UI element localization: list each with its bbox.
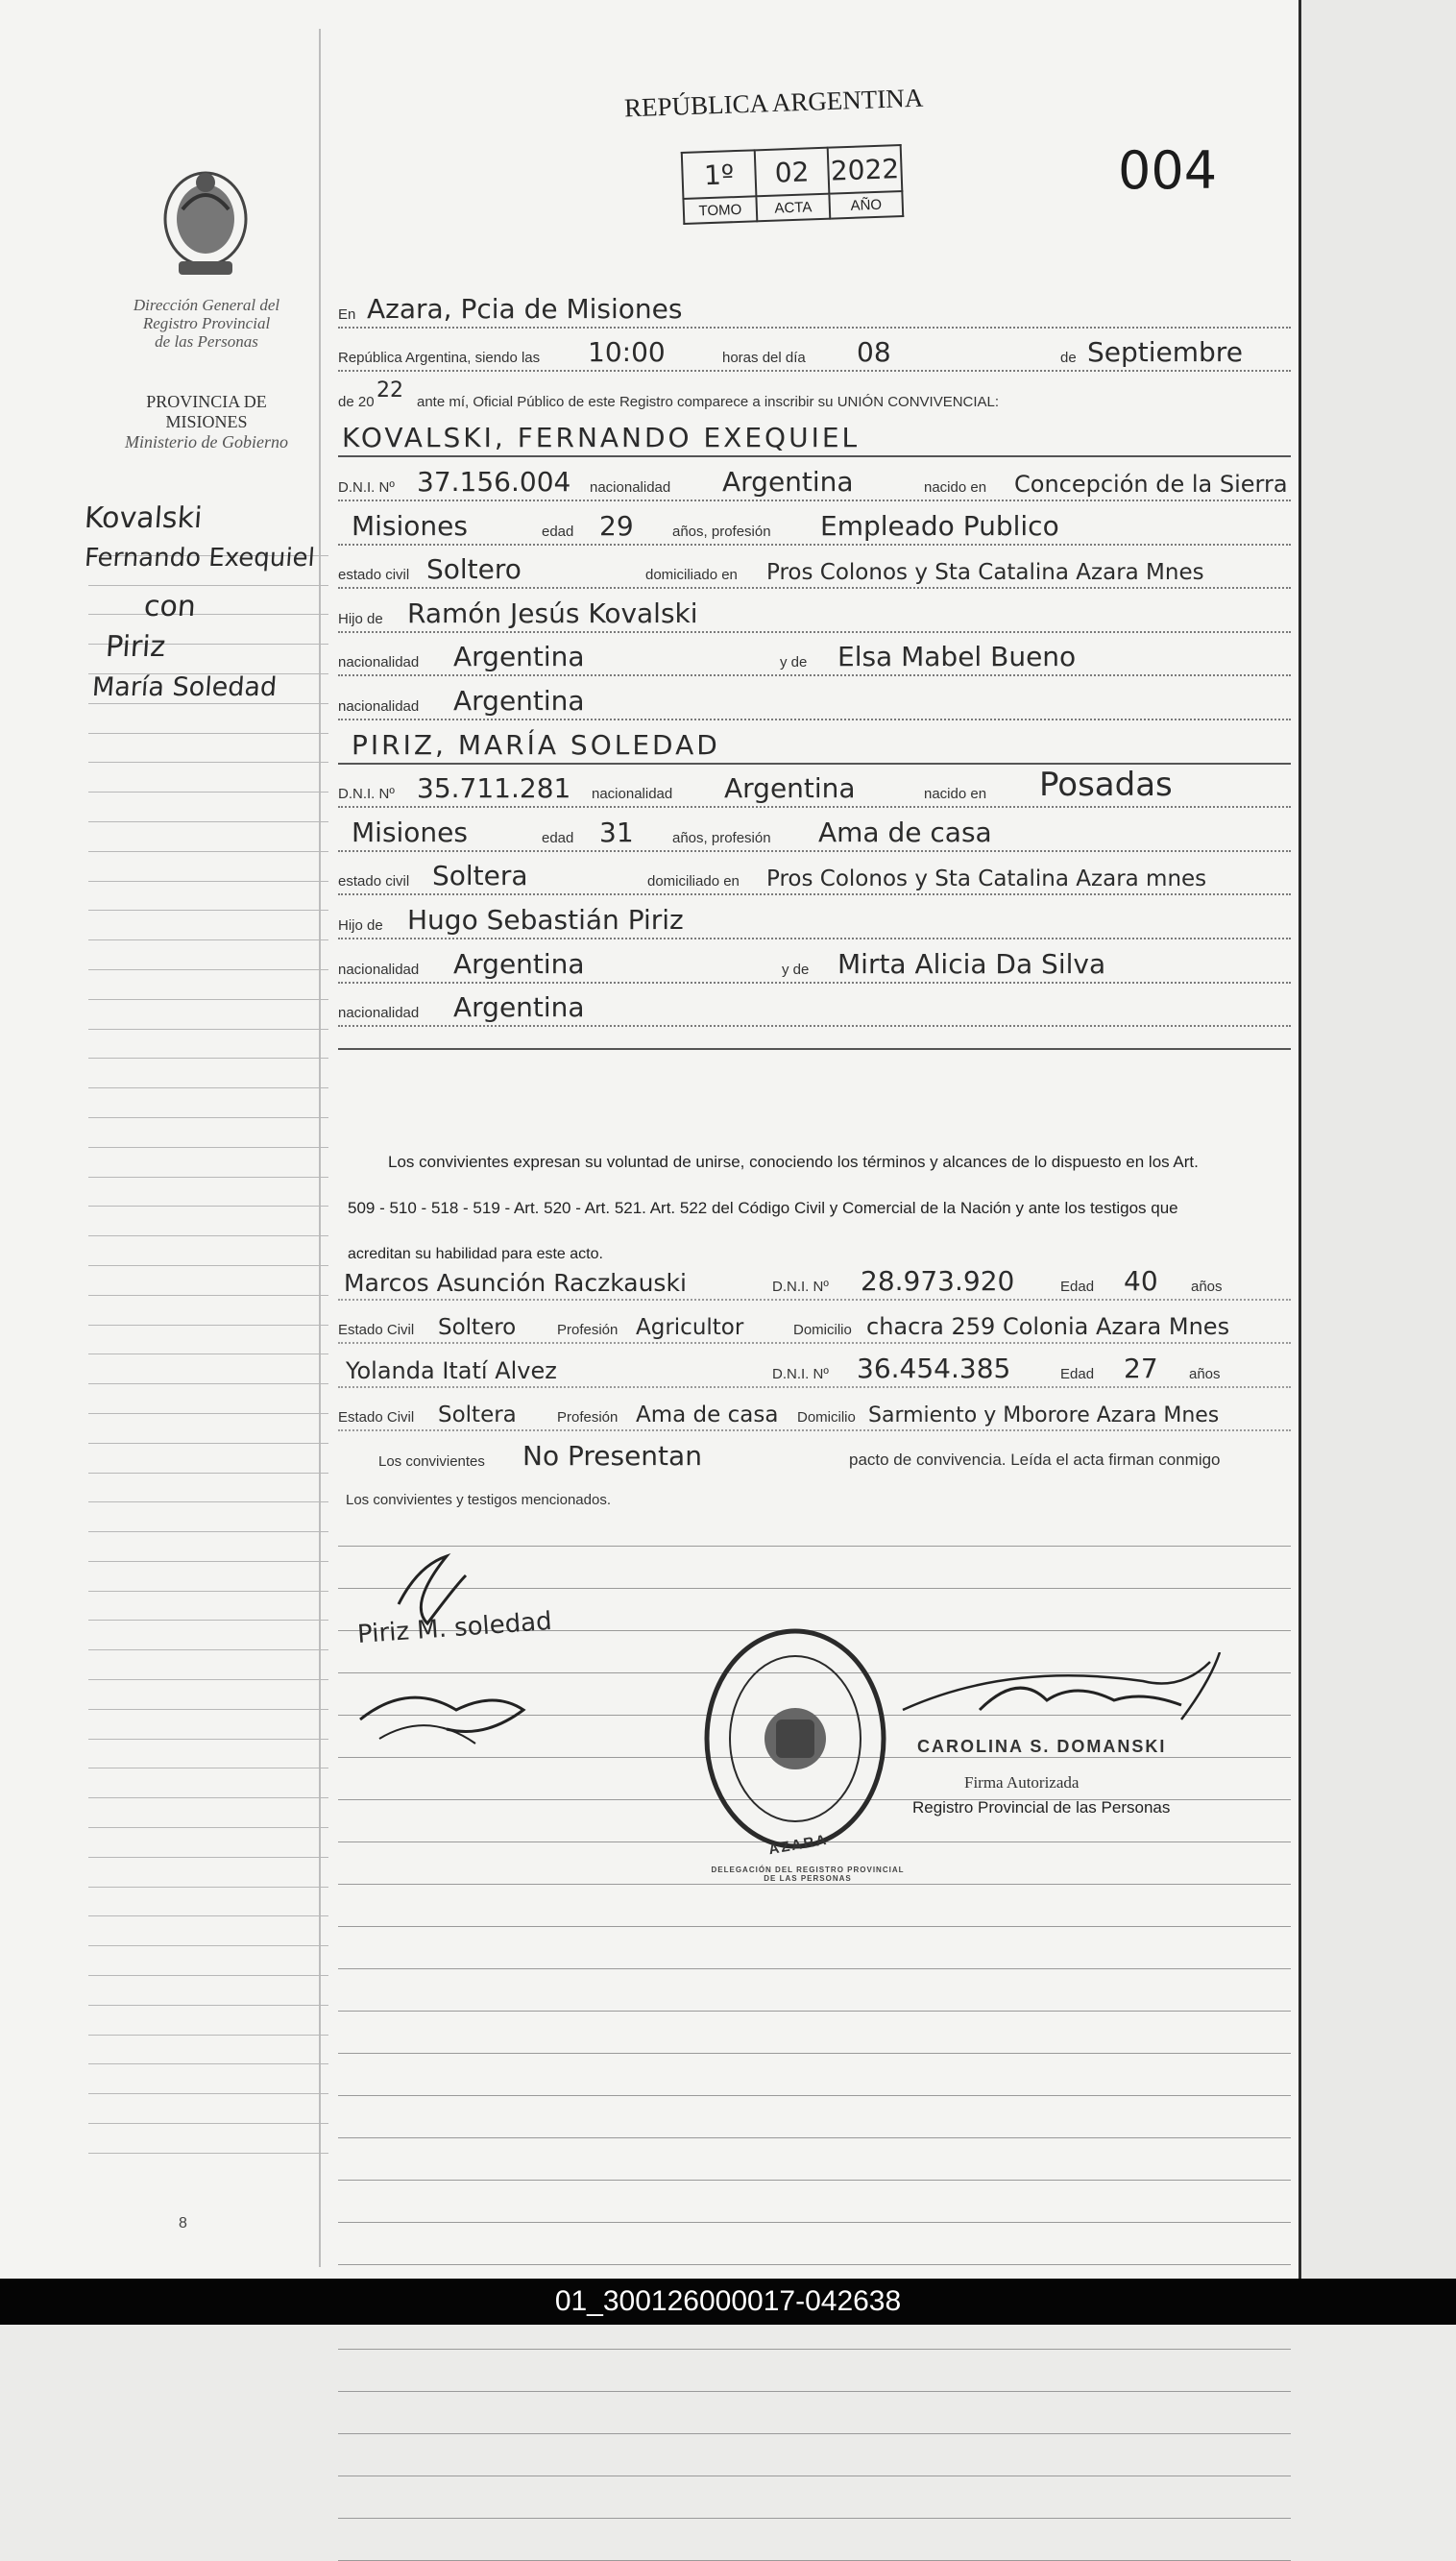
witness1-age: 40 [1124, 1264, 1158, 1297]
person1-father: Ramón Jesús Kovalski [407, 597, 698, 629]
acta-value: 02 [755, 148, 830, 197]
witness1-marital: Soltero [438, 1315, 517, 1341]
person2-nationality: Argentina [724, 772, 856, 805]
closing-value: No Presentan [522, 1439, 702, 1472]
scan-id-footer: 01_300126000017-042638 [0, 2279, 1456, 2325]
official-name: CAROLINA S. DOMANSKI [917, 1737, 1167, 1756]
person2-father: Hugo Sebastián Piriz [407, 903, 684, 936]
person2-address: Pros Colonos y Sta Catalina Azara mnes [766, 866, 1207, 892]
person1-name-row [338, 414, 1291, 458]
record-number: 004 [1118, 140, 1218, 201]
person1-father-nat-row: nacionalidad Argentina y de Elsa Mabel Bueno [338, 633, 1291, 677]
witness2-profession: Ama de casa [636, 1402, 779, 1428]
witness1-name: Marcos Asunción Raczkauski [344, 1268, 687, 1297]
stamp-text: DELEGACIÓN DEL REGISTRO PROVINCIAL DE LAS PERSONAS [711, 1866, 905, 1883]
person2-father-nat-row: nacionalidad Argentina y de Mirta Alicia Da Silva [338, 939, 1291, 984]
person2-mother-nationality: Argentina [453, 991, 585, 1024]
month-value: Septiembre [1087, 336, 1243, 369]
person1-name: KOVALSKI, FERNANDO EXEQUIEL [342, 422, 861, 454]
provincial-coat-of-arms-icon [154, 161, 257, 286]
person1-marital-row: estado civil Soltero domiciliado en Pros Colonos y Sta Catalina Azara Mnes [338, 546, 1291, 590]
official-role: Firma Autorizada [964, 1773, 1080, 1792]
party-signatures-icon [341, 1547, 571, 1758]
person1-birthplace-2: Misiones [352, 509, 468, 542]
official-signature-icon [893, 1652, 1239, 1739]
person1-father-row: Hijo de Ramón Jesús Kovalski [338, 589, 1291, 633]
office-name: Dirección General del Registro Provincial de las Personas [133, 296, 280, 351]
person1-mother-nat-row: nacionalidad Argentina [338, 676, 1291, 720]
person1-address: Pros Colonos y Sta Catalina Azara Mnes [766, 560, 1204, 586]
person1-age: 29 [599, 509, 634, 542]
time-value: 10:00 [588, 336, 666, 369]
person2-marital: Soltera [432, 860, 528, 892]
person1-birthplace: Concepción de la Sierra [1014, 470, 1288, 498]
person2-dni: 35.711.281 [417, 772, 571, 805]
person2-father-row: Hijo de Hugo Sebastián Piriz [338, 895, 1291, 939]
witness2-marital: Soltera [438, 1402, 517, 1428]
person1-age-row: Misiones edad 29 años, profesión Empleado Publico [338, 501, 1291, 546]
witness2-dni: 36.454.385 [857, 1352, 1011, 1384]
person2-age: 31 [599, 816, 634, 848]
person1-father-nationality: Argentina [453, 641, 585, 673]
anio-value: 2022 [828, 145, 903, 194]
record-form [338, 284, 1291, 1050]
person1-profession: Empleado Publico [820, 509, 1059, 542]
person1-dni: 37.156.004 [417, 465, 571, 498]
republica-title: REPÚBLICA ARGENTINA [623, 83, 924, 123]
place-row: En Azara, Pcia de Misiones [338, 284, 1291, 329]
place-value: Azara, Pcia de Misiones [367, 292, 683, 325]
witness2-address: Sarmiento y Mborore Azara Mnes [868, 1403, 1220, 1428]
closing-row-2: Los convivientes y testigos mencionados. [346, 1491, 611, 1508]
witness2-row: Yolanda Itatí Alvez D.N.I. Nº 36.454.385 Edad 27 años [338, 1344, 1291, 1388]
date-row: República Argentina, siendo las 10:00 horas del día 08 de Septiembre [338, 329, 1291, 373]
witness-form [338, 1256, 1291, 1512]
witness2-detail-row: Estado Civil Soltera Profesión Ama de casa Domicilio Sarmiento y Mborore Azara Mnes [338, 1388, 1291, 1432]
margin-note-con: con [142, 590, 198, 623]
person2-age-row: Misiones edad 31 años, profesión Ama de casa [338, 808, 1291, 852]
person2-marital-row: estado civil Soltera domiciliado en Pros Colonos y Sta Catalina Azara mnes [338, 852, 1291, 896]
official-office: Registro Provincial de las Personas [912, 1798, 1171, 1817]
legal-paragraph: Los convivientes expresan su voluntad de unirse, conociendo los términos y alcances de lo dispuesto en los Art. 509 - 510 - 518 - 519 - Art. 520 - Art. 521. Art. 522 del Código Civil y Comercial de la Nación y ante los testigos que acreditan su habilidad para este acto. [348, 1153, 1199, 1262]
margin-note-surname: Kovalski [83, 501, 204, 535]
tomo-value: 1º [682, 150, 757, 199]
witness2-age: 27 [1124, 1352, 1158, 1384]
province-name: PROVINCIA DE MISIONES Ministerio de Gobierno [125, 392, 288, 451]
margin-note-given-names-2: María Soledad [90, 672, 279, 702]
person1-dni-row: D.N.I. Nº 37.156.004 nacionalidad Argentina nacido en Concepción de la Sierra [338, 457, 1291, 501]
person2-dni-row: D.N.I. Nº 35.711.281 nacionalidad Argentina nacido en Posadas [338, 765, 1291, 809]
person2-father-nationality: Argentina [453, 947, 585, 980]
person2-birthplace-2: Misiones [352, 816, 468, 848]
margin-note-given-names: Fernando Exequiel [83, 544, 316, 573]
year-suffix-value: 22 [376, 378, 403, 402]
person2-mother: Mirta Alicia Da Silva [837, 947, 1106, 980]
witness1-detail-row: Estado Civil Soltero Profesión Agricultor Domicilio chacra 259 Colonia Azara Mnes [338, 1301, 1291, 1345]
person1-nationality: Argentina [722, 465, 854, 498]
acta-label: ACTA [756, 194, 830, 222]
person1-marital: Soltero [426, 553, 522, 586]
person2-name-row [338, 720, 1291, 765]
anio-label: AÑO [829, 191, 903, 219]
witness1-dni: 28.973.920 [861, 1264, 1015, 1297]
witness1-address: chacra 259 Colonia Azara Mnes [866, 1313, 1230, 1341]
tomo-label: TOMO [683, 196, 757, 224]
witness2-name: Yolanda Itatí Alvez [346, 1356, 557, 1384]
person2-mother-nat-row: nacionalidad Argentina [338, 984, 1291, 1028]
page-number: 8 [179, 2215, 187, 2232]
separator-row [338, 1027, 1291, 1050]
closing-row: Los convivientes No Presentan pacto de convivencia. Leída el acta firman conmigo [378, 1439, 1221, 1472]
margin-note-lines [88, 526, 328, 2154]
stamp-town: AZARA [766, 1831, 830, 1859]
person1-mother-nationality: Argentina [453, 684, 585, 717]
person1-mother: Elsa Mabel Bueno [837, 641, 1077, 673]
day-value: 08 [857, 336, 891, 369]
party-signature-text: Piriz M. soledad [356, 1606, 553, 1650]
person2-birthplace: Posadas [1039, 766, 1173, 805]
person2-name: PIRIZ, MARÍA SOLEDAD [352, 728, 720, 761]
person2-profession: Ama de casa [818, 816, 992, 848]
registry-stamp-icon [699, 1623, 891, 1854]
year-row: de 20 22 ante mí, Oficial Público de este Registro comparece a inscribir su UNIÓN CONVIVENCIAL: [338, 378, 1000, 410]
acta-box [681, 144, 905, 225]
adjacent-page-edge [1298, 0, 1456, 2279]
witness1-profession: Agricultor [636, 1315, 744, 1341]
margin-note-surname-2: Piriz [104, 630, 167, 664]
witness1-row: Marcos Asunción Raczkauski D.N.I. Nº 28.973.920 Edad 40 años [338, 1256, 1291, 1301]
